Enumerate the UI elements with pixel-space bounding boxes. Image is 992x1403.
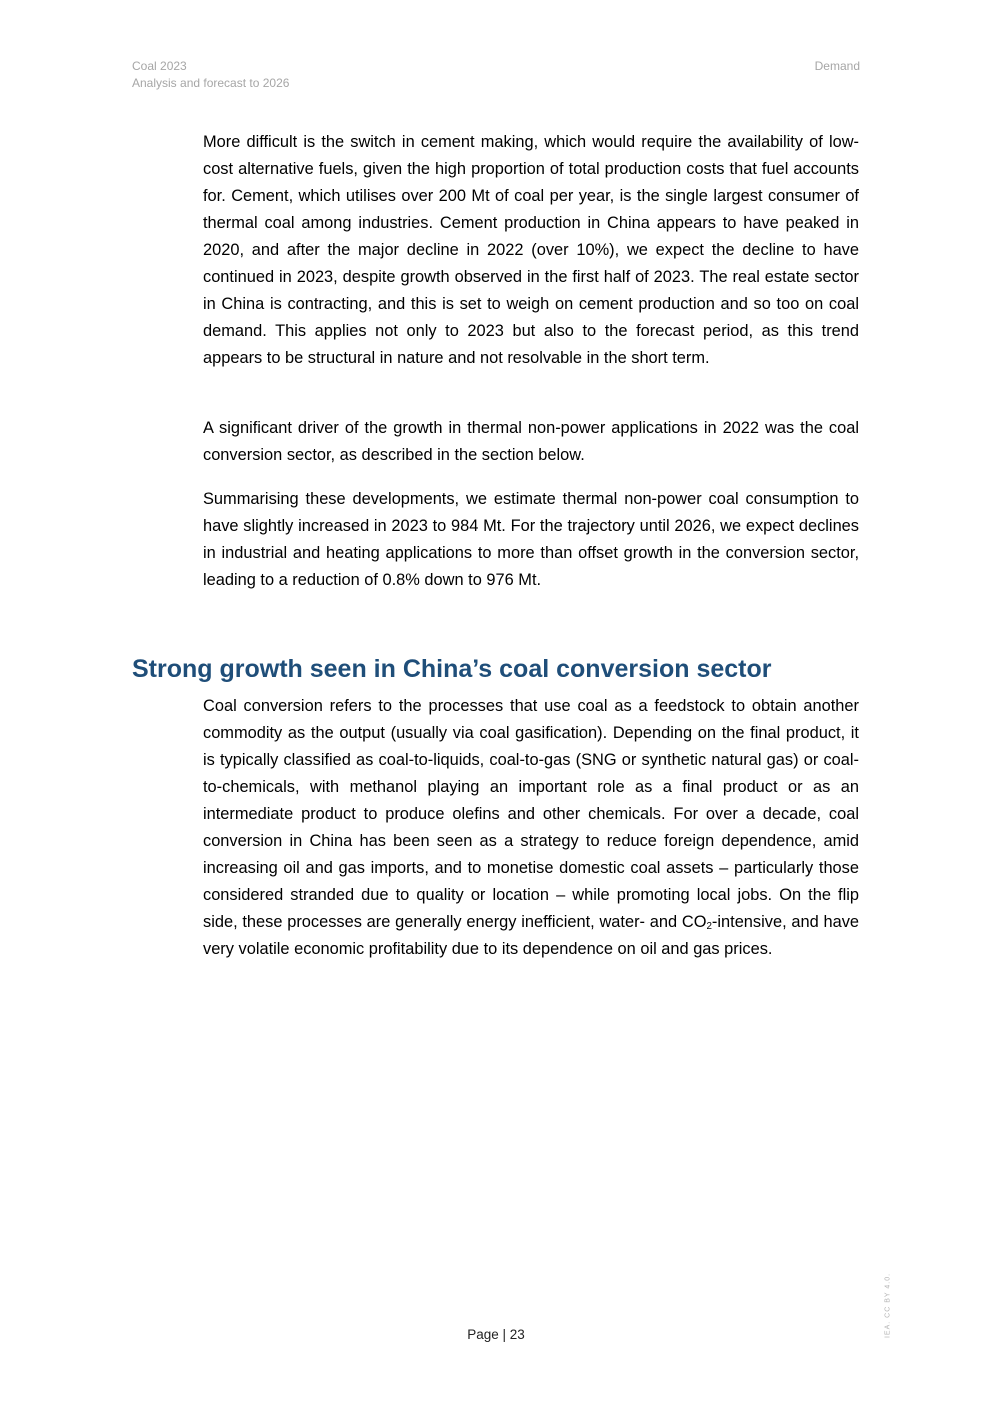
chapter-name: Demand <box>814 59 860 73</box>
paragraph-text-start: Coal conversion refers to the processes that use coal as a feedstock to obtain another commodity as the output (usually via coal gasification). Depending on the final product, it is typically classified as coal-to-liquids, coal-to-gas (SNG or synthetic natural gas) or coal-to-chemicals, with methanol playing an important role as a final product or as an intermediate product to produce olefins and other chemicals. For over a decade, coal conversion in China has been seen as a strategy to reduce foreign dependence, amid increasing oil and gas imports, and to monetise domestic coal assets – particularly those considered stranded due to quality or location – while promoting local jobs. On the flip side, these processes are generally energy inefficient, water- and CO <box>203 697 859 931</box>
report-header <box>132 58 289 92</box>
license-note: IEA. CC BY 4.0. <box>884 1272 892 1339</box>
paragraph-text-end: -intensive, and have very volatile economic profitability due to its dependence on oil and gas prices. <box>203 913 860 958</box>
paragraph-coal-conversion-driver: A significant driver of the growth in thermal non-power applications in 2022 was the coal conversion sector, as described in the section below. <box>203 419 859 464</box>
report-title: Coal 2023 <box>132 59 187 73</box>
report-subtitle: Analysis and forecast to 2026 <box>132 76 290 90</box>
paragraph-coal-conversion-definition <box>203 693 859 963</box>
co2-subscript: 2 <box>706 920 712 932</box>
paragraph-cement: More difficult is the switch in cement making, which would require the availability of low-cost alternative fuels, given the high proportion of total production costs that fuel accounts for. Cement, which utilises over 200 Mt of coal per year, is the single largest consumer of thermal coal among industries. Cement production in China appears to have peaked in 2020, and after the major decline in 2022 (over 10%), we expect the decline to have continued in 2023, despite growth observed in the first half of 2023. The real estate sector in China is contracting, and this is set to weigh on cement production and so too on coal demand. This applies not only to 2023 but also to the forecast period, as this trend appears to be structural in nature and not resolvable in the short term. <box>203 133 859 367</box>
page-number: Page | 23 <box>467 1327 525 1342</box>
paragraph-summary: Summarising these developments, we estimate thermal non-power coal consumption to have slightly increased in 2023 to 984 Mt. For the trajectory until 2026, we expect declines in industrial and heating applications to more than offset growth in the conversion sector, leading to a reduction of 0.8% down to 976 Mt. <box>203 490 859 589</box>
section-heading: Strong growth seen in China’s coal conversion sector <box>132 655 772 683</box>
